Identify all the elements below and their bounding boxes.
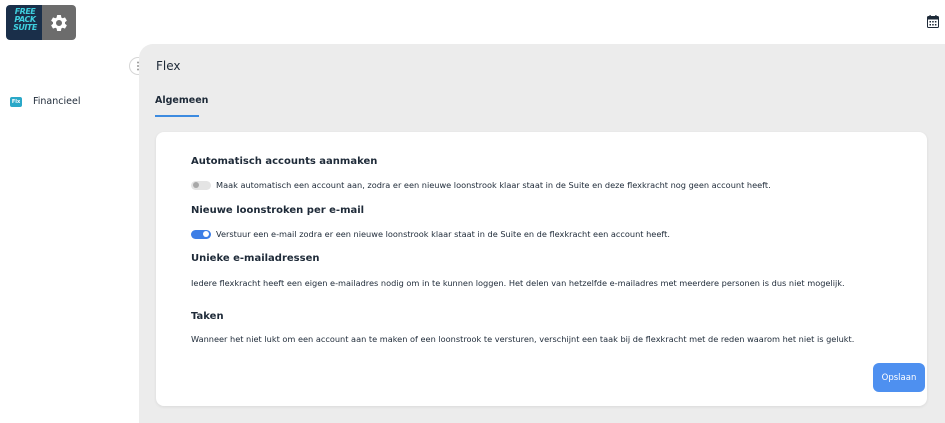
auto-accounts-title: Automatisch accounts aanmaken bbox=[191, 156, 378, 167]
unique-emails-text: Iedere flexkracht heeft een eigen e-mailadres nodig om in te kunnen loggen. Het delen van hetzelfde e-mailadres met meerdere personen is dus niet mogelijk. bbox=[191, 278, 845, 288]
payslips-email-toggle[interactable] bbox=[191, 230, 211, 239]
auto-accounts-row bbox=[191, 180, 771, 190]
auto-accounts-toggle[interactable] bbox=[191, 181, 211, 190]
settings-card bbox=[156, 132, 927, 406]
toggle-knob bbox=[203, 231, 209, 237]
payslips-email-text: Verstuur een e-mail zodra er een nieuwe loonstrook klaar staat in de Suite en de flexkracht een account heeft. bbox=[216, 229, 670, 239]
payslips-email-row bbox=[191, 229, 670, 239]
tasks-title: Taken bbox=[191, 311, 224, 322]
top-bar bbox=[0, 0, 945, 44]
logo-text: FREE PACK SUITE bbox=[13, 7, 37, 32]
unique-emails-title: Unieke e-mailadressen bbox=[191, 253, 320, 264]
save-button[interactable]: Opslaan bbox=[873, 363, 925, 392]
settings-button[interactable] bbox=[42, 5, 76, 40]
sidebar-item-label: Financieel bbox=[33, 96, 81, 107]
flex-icon bbox=[10, 97, 22, 107]
sidebar bbox=[0, 44, 139, 423]
page-title: Flex bbox=[156, 59, 181, 73]
tasks-text: Wanneer het niet lukt om een account aan te maken of een loonstrook te versturen, verschijnt een taak bij de flexkracht met de reden waarom het niet is gelukt. bbox=[191, 334, 855, 344]
gear-icon bbox=[49, 13, 69, 33]
tab-algemeen[interactable]: Algemeen bbox=[155, 95, 209, 106]
main-content bbox=[139, 44, 945, 423]
sidebar-item-financieel[interactable] bbox=[10, 96, 80, 107]
calendar-icon[interactable] bbox=[927, 15, 939, 28]
payslips-email-title: Nieuwe loonstroken per e-mail bbox=[191, 205, 365, 216]
flex-icon-text: Flx bbox=[11, 98, 21, 105]
auto-accounts-text: Maak automatisch een account aan, zodra er een nieuwe loonstrook klaar staat in de Suite en deze flexkracht nog geen account heeft. bbox=[216, 180, 771, 190]
active-tab-indicator bbox=[155, 115, 199, 117]
app-logo[interactable] bbox=[6, 5, 42, 40]
toggle-knob bbox=[193, 182, 199, 188]
